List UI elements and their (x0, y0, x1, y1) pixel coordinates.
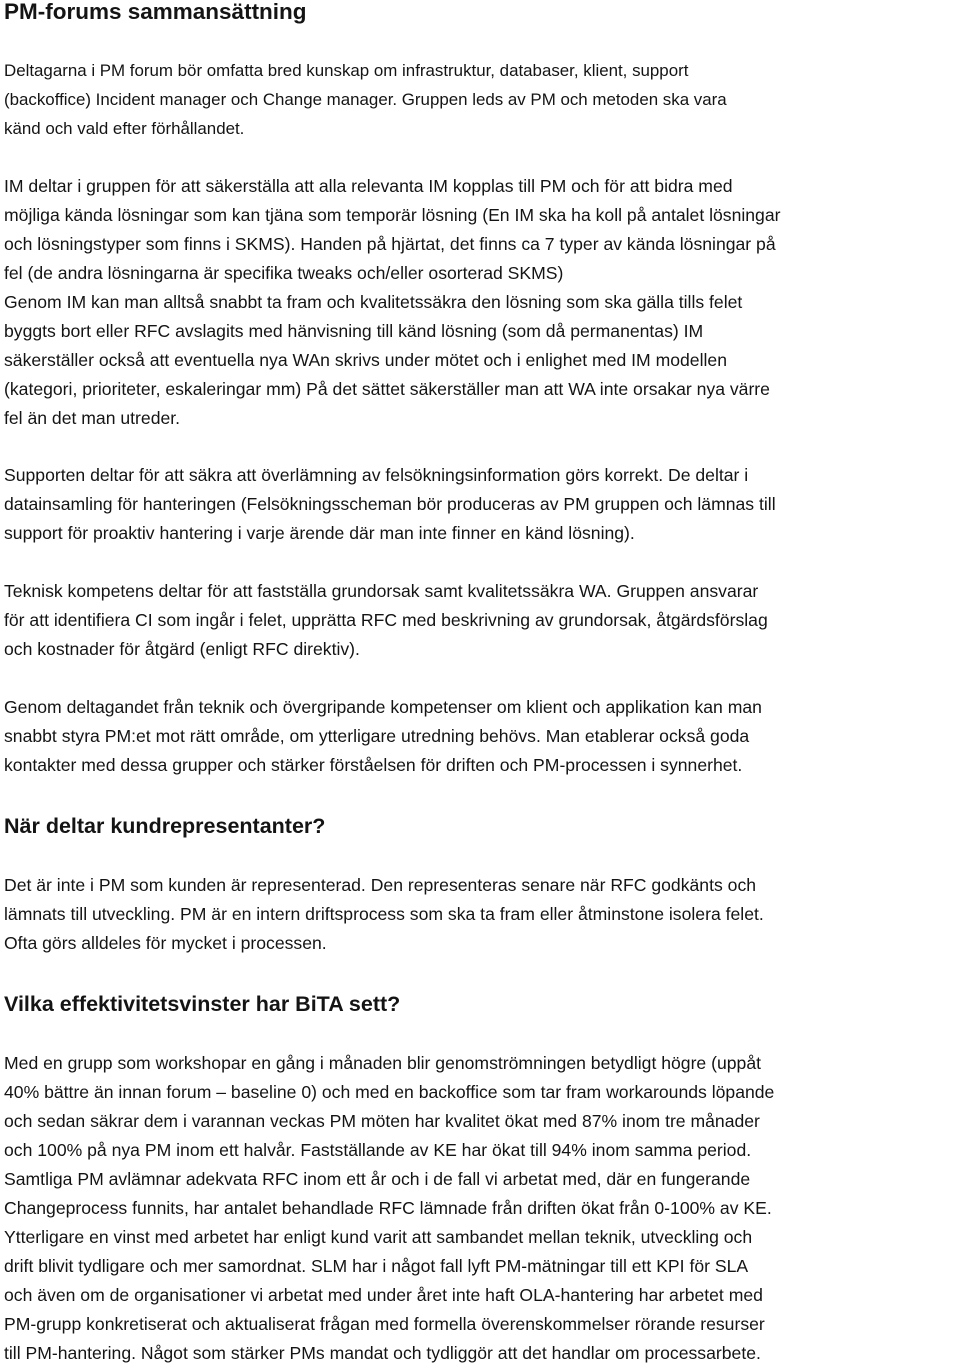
participation-line-2: snabbt styra PM:et mot rätt område, om ytterligare utredning behövs. Man etablerar också goda (4, 726, 750, 746)
im-line-1: IM deltar i gruppen för att säkerställa att alla relevanta IM kopplas till PM och för att bidra med (4, 176, 733, 196)
customer-heading: När deltar kundrepresentanter? (4, 814, 326, 838)
efficiency-line-6: Changeprocess funnits, har antalet behandlade RFC lämnade från driften ökat från 0-100% av KE. (4, 1198, 772, 1218)
im-line-3: och lösningstyper som finns i SKMS). Handen på hjärtat, det finns ca 7 typer av kända lösningar på (4, 234, 776, 254)
efficiency-line-7: Ytterligare en vinst med arbetet har enligt kund varit att sambandet mellan teknik, utveckling och (4, 1227, 753, 1247)
efficiency-line-1: Med en grupp som workshopar en gång i månaden blir genomströmningen betydligt högre (uppåt (4, 1053, 761, 1073)
efficiency-line-9: och även om de organisationer vi arbetat med under året inte haft OLA-hantering har arbetet med (4, 1285, 763, 1305)
im-line-9: fel än det man utreder. (4, 408, 181, 428)
efficiency-line-11: till PM-hantering. Något som stärker PMs mandat och tydliggör att det handlar om processarbete. (4, 1343, 761, 1363)
technical-line-3: och kostnader för åtgärd (enligt RFC direktiv). (4, 639, 360, 659)
efficiency-line-3: och sedan säkrar dem i varannan veckas PM möten har kvalitet ökat med 87% inom tre månader (4, 1111, 760, 1131)
technical-line-1: Teknisk kompetens deltar för att fastställa grundorsak samt kvalitetssäkra WA. Gruppen ansvarar (4, 581, 759, 601)
efficiency-heading: Vilka effektivitetsvinster har BiTA sett? (4, 992, 401, 1016)
page-title: PM-forums sammansättning (4, 0, 307, 24)
im-line-6: byggts bort eller RFC avslagits med hänvisning till känd lösning (som då permanentas) IM (4, 321, 704, 341)
im-line-8: (kategori, prioriteter, eskaleringar mm) På det sättet säkerställer man att WA inte orsakar nya värre (4, 379, 770, 399)
customer-line-3: Ofta görs alldeles för mycket i processen. (4, 933, 327, 953)
participation-line-1: Genom deltagandet från teknik och övergripande kompetenser om klient och applikation kan man (4, 697, 762, 717)
participation-line-3: kontakter med dessa grupper och stärker förståelsen för driften och PM-processen i synnerhet. (4, 755, 743, 775)
technical-line-2: för att identifiera CI som ingår i felet, upprätta RFC med beskrivning av grundorsak, åtgärdsförslag (4, 610, 768, 630)
support-line-3: support för proaktiv hantering i varje ärende där man inte finner en känd lösning). (4, 523, 635, 543)
efficiency-line-2: 40% bättre än innan forum – baseline 0) och med en backoffice som tar fram workarounds löpande (4, 1082, 775, 1102)
intro-line-3: känd och vald efter förhållandet. (4, 119, 245, 138)
support-line-2: datainsamling för hanteringen (Felsökningsscheman bör produceras av PM gruppen och lämnas till (4, 494, 776, 514)
efficiency-line-10: PM-grupp konkretiserat och aktualiserat frågan med formella överenskommelser rörande resurser (4, 1314, 765, 1334)
intro-line-2: (backoffice) Incident manager och Change manager. Gruppen leds av PM och metoden ska vara (4, 90, 727, 109)
im-line-7: säkerställer också att eventuella nya WAn skrivs under mötet och i enlighet med IM modellen (4, 350, 727, 370)
efficiency-line-4: och 100% på nya PM inom ett halvår. Fastställande av KE har ökat till 94% inom samma period. (4, 1140, 752, 1160)
customer-line-2: lämnats till utveckling. PM är en intern driftsprocess som ska ta fram eller åtminstone isolera felet. (4, 904, 764, 924)
efficiency-line-8: drift blivit tydligare och mer samordnat. SLM har i något fall lyft PM-mätningar till ett KPI för SLA (4, 1256, 749, 1276)
intro-line-1: Deltagarna i PM forum bör omfatta bred kunskap om infrastruktur, databaser, klient, support (4, 61, 689, 80)
support-line-1: Supporten deltar för att säkra att överlämning av felsökningsinformation görs korrekt. De deltar i (4, 465, 749, 485)
im-line-2: möjliga kända lösningar som kan tjäna som temporär lösning (En IM ska ha koll på antalet lösningar (4, 205, 781, 225)
im-line-4: fel (de andra lösningarna är specifika tweaks och/eller osorterad SKMS) (4, 263, 564, 283)
efficiency-line-5: Samtliga PM avlämnar adekvata RFC inom ett år och i de fall vi arbetat med, där en fungerande (4, 1169, 751, 1189)
customer-line-1: Det är inte i PM som kunden är representerad. Den representeras senare när RFC godkänts och (4, 875, 757, 895)
im-line-5: Genom IM kan man alltså snabbt ta fram och kvalitetssäkra den lösning som ska gälla tills felet (4, 292, 743, 312)
